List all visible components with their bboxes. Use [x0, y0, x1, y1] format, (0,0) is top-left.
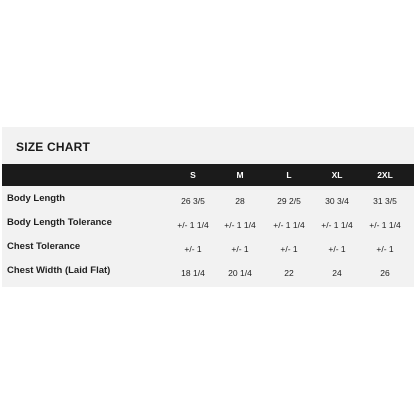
row-label: Chest Tolerance — [7, 241, 81, 252]
table-cell: +/- 1 — [231, 244, 249, 254]
size-chart-panel — [2, 127, 414, 287]
table-cell: +/- 1 — [184, 244, 202, 254]
table-cell: 20 1/4 — [228, 268, 252, 278]
table-cell: +/- 1 1/4 — [321, 220, 353, 230]
table-cell: 26 3/5 — [181, 196, 205, 206]
table-cell: +/- 1 1/4 — [177, 220, 209, 230]
table-cell: 29 2/5 — [277, 196, 301, 206]
size-chart-title: SIZE CHART — [16, 140, 90, 154]
table-row-body-length — [2, 193, 414, 217]
table-cell: +/- 1 — [376, 244, 394, 254]
size-column-xl: XL — [331, 170, 343, 180]
table-cell: 24 — [332, 268, 342, 278]
size-column-2xl: 2XL — [377, 170, 393, 180]
table-row-body-length-tolerance — [2, 217, 414, 241]
row-label: Chest Width (Laid Flat) — [7, 265, 111, 276]
size-column-m: M — [236, 170, 244, 180]
table-cell: +/- 1 — [280, 244, 298, 254]
table-cell: +/- 1 1/4 — [369, 220, 401, 230]
row-label: Body Length — [7, 193, 66, 204]
table-cell: +/- 1 1/4 — [273, 220, 305, 230]
table-cell: 18 1/4 — [181, 268, 205, 278]
row-label: Body Length Tolerance — [7, 217, 112, 228]
size-column-s: S — [190, 170, 196, 180]
table-cell: 31 3/5 — [373, 196, 397, 206]
table-cell: +/- 1 — [328, 244, 346, 254]
size-column-l: L — [286, 170, 292, 180]
table-cell: +/- 1 1/4 — [224, 220, 256, 230]
table-cell: 28 — [235, 196, 245, 206]
table-cell: 22 — [284, 268, 294, 278]
table-row-chest-width — [2, 265, 414, 289]
table-cell: 26 — [380, 268, 390, 278]
size-header-bar — [2, 164, 414, 186]
table-cell: 30 3/4 — [325, 196, 349, 206]
table-row-chest-tolerance — [2, 241, 414, 265]
